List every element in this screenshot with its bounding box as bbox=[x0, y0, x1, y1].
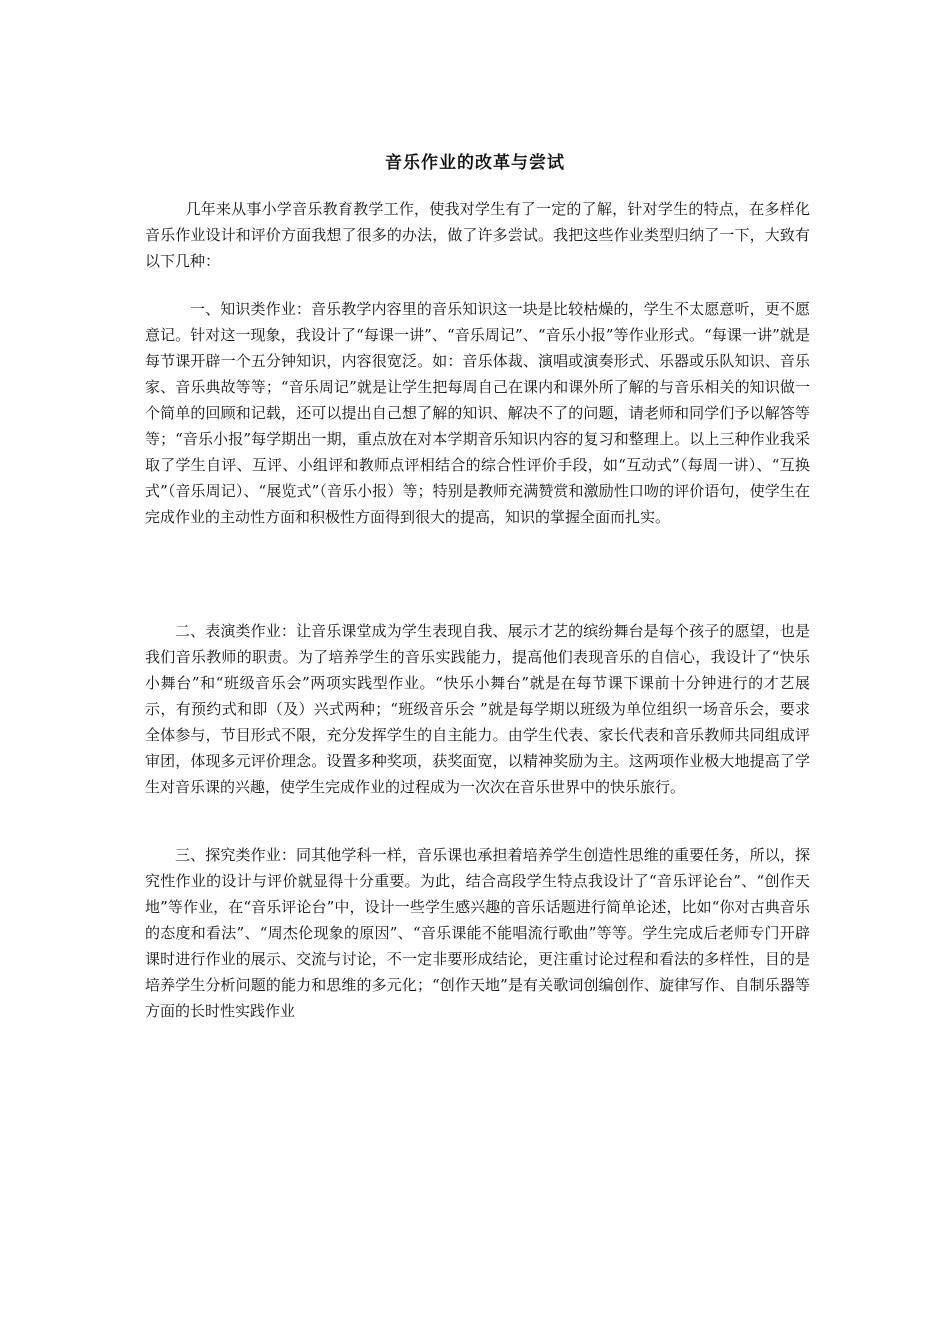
inquiry-homework-paragraph: 三、探究类作业：同其他学科一样，音乐课也承担着培养学生创造性思维的重要任务，所以，探究性作业的设计与评价就显得十分重要。为此，结合高段学生特点我设计了“音乐评论台”、“创作天地”等作业，在“音乐评论台”中，设计一些学生感兴趣的音乐话题进行简单论述，比如“你对古典音乐的态度和看法”、“周杰伦现象的原因”、“音乐课能不能唱流行歌曲”等等。学生完成后老师专门开辟课时进行作业的展示、交流与讨论，不一定非要形成结论，更注重讨论过程和看法的多样性，目的是培养学生分析问题的能力和思维的多元化；“创作天地”是有关歌词创编创作、旋律写作、自制乐器等方面的长时性实践作业 bbox=[145, 846, 810, 1020]
performance-homework-paragraph: 二、表演类作业：让音乐课堂成为学生表现自我、展示才艺的缤纷舞台是每个孩子的愿望，也是我们音乐教师的职责。为了培养学生的音乐实践能力，提高他们表现音乐的自信心，我设计了“快乐小舞台”和“班级音乐会”两项实践型作业。“快乐小舞台”就是在每节课下课前十分钟进行的才艺展示，有预约式和即（及）兴式两种；“班级音乐会 ”就是每学期以班级为单位组织一场音乐会，要求全体参与，节目形式不限，充分发挥学生的自主能力。由学生代表、家长代表和音乐教师共同组成评审团，体现多元评价理念。设置多种奖项，获奖面宽，以精神奖励为主。这两项作业极大地提高了学生对音乐课的兴趣，使学生完成作业的过程成为一次次在音乐世界中的快乐旅行。 bbox=[145, 622, 810, 796]
document-title: 音乐作业的改革与尝试 bbox=[385, 153, 565, 173]
intro-paragraph: 几年来从事小学音乐教育教学工作，使我对学生有了一定的了解，针对学生的特点，在多样化音乐作业设计和评价方面我想了很多的办法，做了许多尝试。我把这些作业类型归纳了一下，大致有以下几种： bbox=[145, 200, 810, 270]
knowledge-homework-paragraph: 一、知识类作业：音乐教学内容里的音乐知识这一块是比较枯燥的，学生不太愿意听，更不愿意记。针对这一现象，我设计了“每课一讲”、“音乐周记”、“音乐小报”等作业形式。“每课一讲”就是每节课开辟一个五分钟知识，内容很宽泛。如：音乐体裁、演唱或演奏形式、乐器或乐队知识、音乐家、音乐典故等等；“音乐周记”就是让学生把每周自己在课内和课外所了解的与音乐相关的知识做一个简单的回顾和记载，还可以提出自己想了解的知识、解决不了的问题，请老师和同学们予以解答等等；“音乐小报”每学期出一期，重点放在对本学期音乐知识内容的复习和整理上。以上三种作业我采取了学生自评、互评、小组评和教师点评相结合的综合性评价手段，如“互动式”（每周一讲）、“互换式”（音乐周记）、“展览式”（音乐小报）等；特别是教师充满赞赏和激励性口吻的评价语句，使学生在完成作业的主动性方面和积极性方面得到很大的提高，知识的掌握全面而扎实。 bbox=[145, 300, 810, 526]
